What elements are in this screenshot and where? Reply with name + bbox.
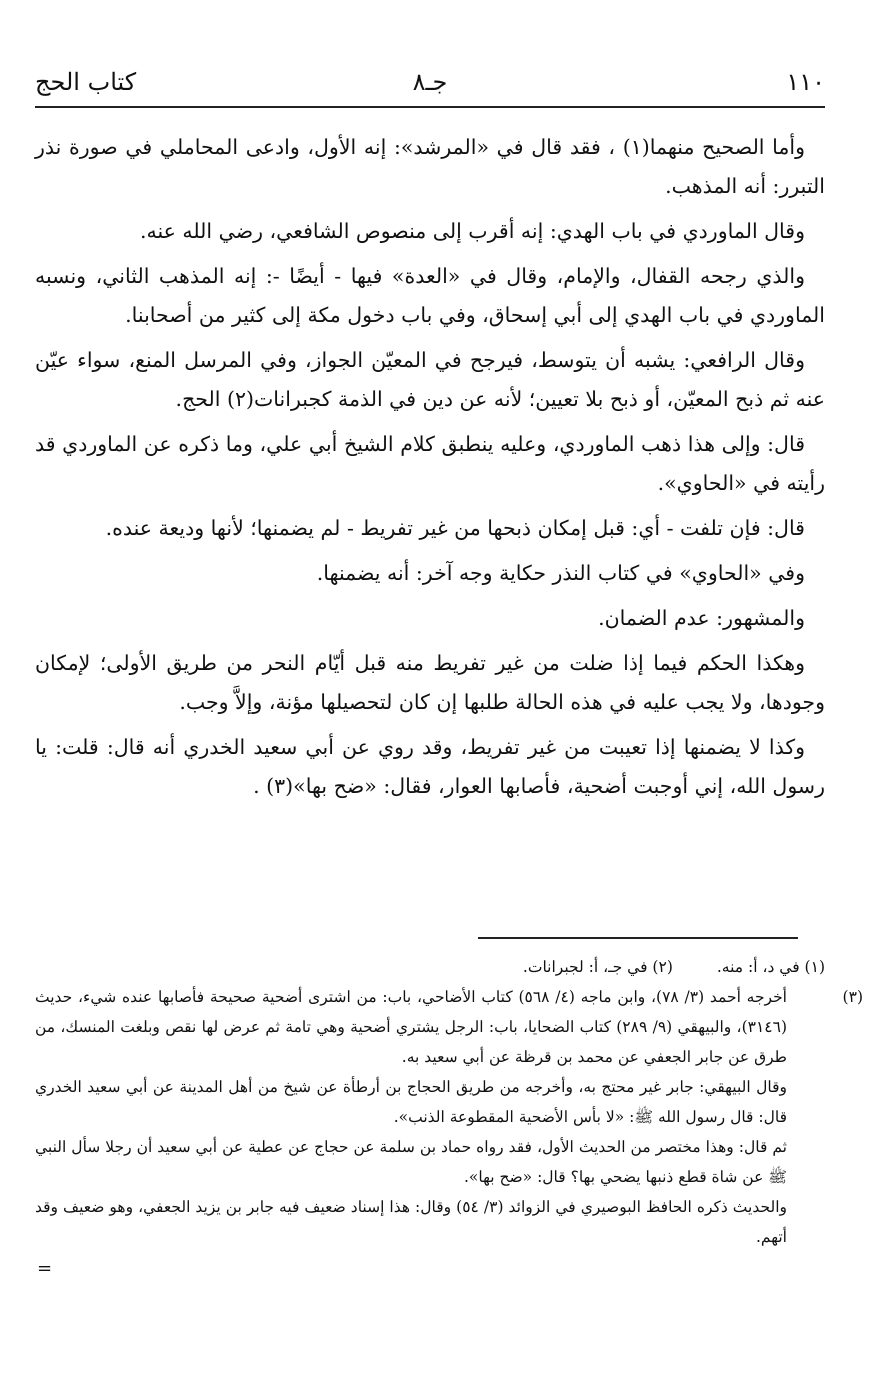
main-text	[35, 128, 825, 812]
paragraph: وأما الصحيح منهما(١) ، فقد قال في «المرشد»: إنه الأول، وادعى المحاملي في صورة نذر التبرر: أنه المذهب.	[35, 135, 825, 198]
header-divider	[35, 106, 825, 108]
footnote-3-paragraph: وقال البيهقي: جابر غير محتج به، وأخرجه من طريق الحجاج بن أرطأة عن شيخ من أهل المدينة عن أبي سعيد الخدري قال: قال رسول الله ﷺ: «لا بأس الأضحية المقطوعة الذنب».	[35, 1078, 787, 1126]
page-header	[35, 64, 825, 108]
paragraph: وهكذا الحكم فيما إذا ضلت من غير تفريط منه قبل أيّام النحر من طريق الأولى؛ لإمكان وجودها، ولا يجب عليه في هذه الحالة طلبها إن كان لتحصيلها مؤنة، وإلاَّ وجب.	[35, 651, 825, 714]
book-title: كتاب الحج	[35, 68, 137, 96]
footnote-divider	[478, 937, 798, 939]
paragraph: والمشهور: عدم الضمان.	[598, 606, 805, 630]
paragraph: وقال الماوردي في باب الهدي: إنه أقرب إلى منصوص الشافعي، رضي الله عنه.	[139, 219, 805, 243]
footnote-row	[35, 952, 825, 982]
page-number: ١١٠	[786, 68, 825, 96]
paragraph: قال: فإن تلفت - أي: قبل إمكان ذبحها من غير تفريط - لم يضمنها؛ لأنها وديعة عنده.	[105, 516, 805, 540]
paragraph: وقال الرافعي: يشبه أن يتوسط، فيرجح في المعيّن الجواز، وفي المرسل المنع، سواء عيّن عنه ثم ذبح المعيّن، أو ذبح بلا تعيين؛ لأنه عن دين في الذمة كجبرانات(٢) الحج.	[35, 348, 825, 411]
margin-mark: =	[37, 1258, 53, 1279]
paragraph: وكذا لا يضمنها إذا تعيبت من غير تفريط، وقد روي عن أبي سعيد الخدري أنه قال: قلت: يا رسول الله، إني أوجبت أضحية، فأصابها العوار، فقال: «ضح بها»(٣) .	[35, 735, 825, 798]
footnote-3-paragraph: والحديث ذكره الحافظ البوصيري في الزوائد (٣/ ٥٤) وقال: هذا إسناد ضعيف فيه جابر بن يزيد الجعفي، وهو ضعيف وقد أتهم.	[35, 1198, 787, 1246]
paragraph: والذي رجحه القفال، والإمام، وقال في «العدة» فيها - أيضًا -: إنه المذهب الثاني، ونسبه الماوردي في باب الهدي إلى أبي إسحاق، وفي باب دخول مكة إلى كثير من أصحابنا.	[35, 264, 825, 327]
paragraph: وفي «الحاوي» في كتاب النذر حكاية وجه آخر: أنه يضمنها.	[316, 561, 805, 585]
volume-label: جـ٨	[412, 68, 448, 96]
footnote-3	[35, 982, 863, 1072]
footnote-3-paragraph: ثم قال: وهذا مختصر من الحديث الأول، فقد رواه حماد بن سلمة عن حجاج عن عطية عن أبي سعيد أن رجلا سأل النبي ﷺ عن شاة قطع ذنبها يضحي بها؟ قال: «ضح بها».	[35, 1138, 787, 1186]
footnote-3-number: (٣)	[842, 988, 863, 1006]
footnote-2: (٢) في جـ، أ: لجبرانات.	[522, 958, 673, 976]
footnote-3-text: أخرجه أحمد (٣/ ٧٨)، وابن ماجه (٤/ ٥٦٨) كتاب الأضاحي، باب: من اشترى أضحية صحيحة فأصابها عنده شيء، حديث (٣١٤٦)، والبيهقي (٩/ ٢٨٩) كتاب الضحايا، باب: الرجل يشتري أضحية وهي تامة ثم عرض لها نقص وبلغت المنسك، من طرق عن جابر الجعفي عن محمد بن قرظة عن أبي سعيد به.	[35, 988, 787, 1066]
footnotes	[35, 952, 863, 1252]
paragraph: قال: وإلى هذا ذهب الماوردي، وعليه ينطبق كلام الشيخ أبي علي، وما ذكره عن الماوردي قد رأيته في «الحاوي».	[35, 432, 825, 495]
footnote-1: (١) في د، أ: منه.	[716, 958, 825, 976]
